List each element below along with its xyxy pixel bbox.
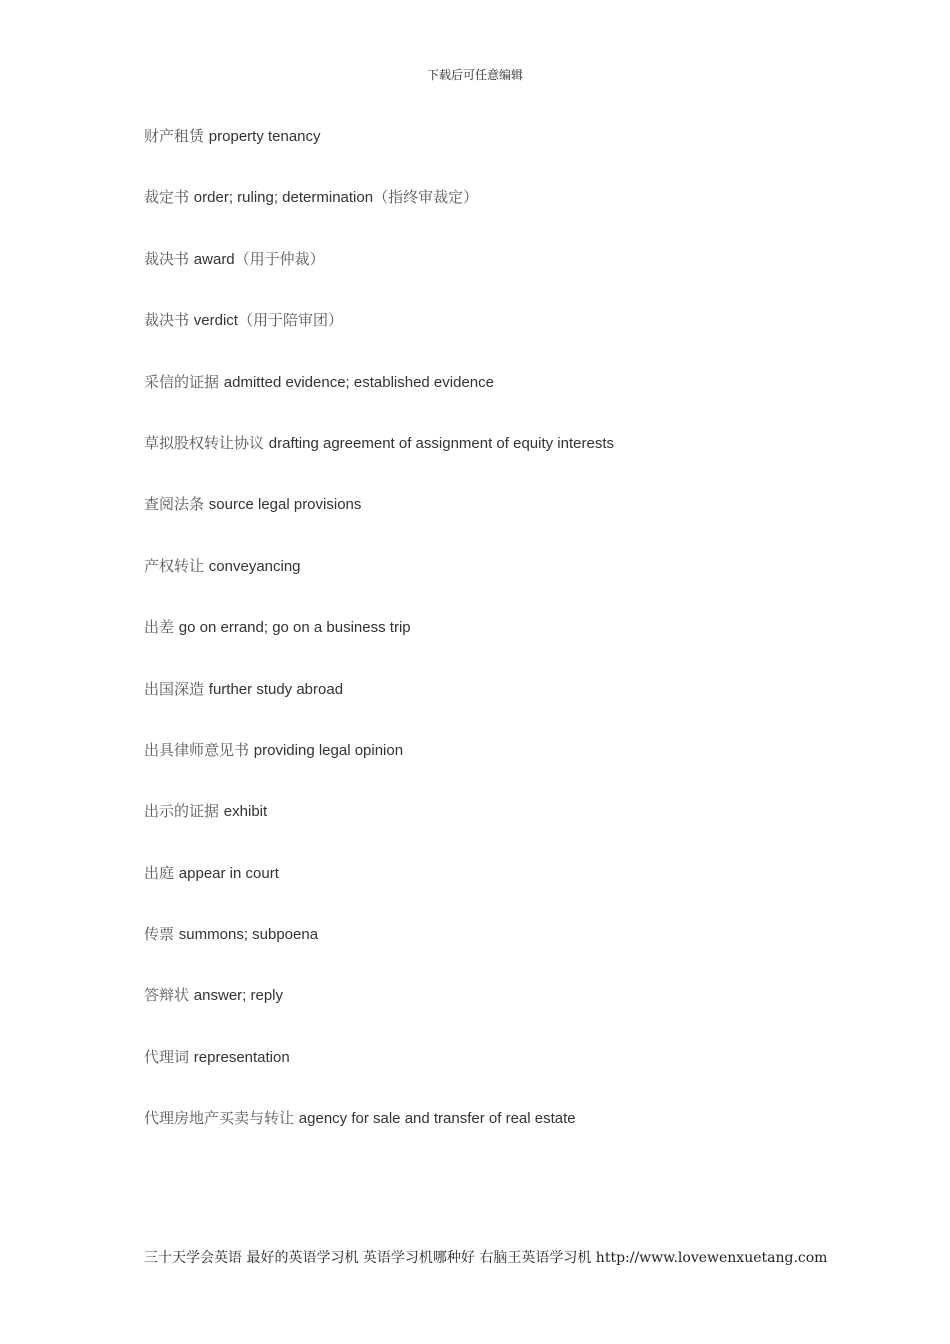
entry-english-term: providing legal opinion [253,741,404,759]
entry-chinese-term: 采信的证据 [144,372,220,391]
glossary-entry [144,1046,904,1107]
entry-chinese-term: 裁决书 [144,249,190,268]
glossary-entry [144,125,904,186]
glossary-entry [144,432,904,493]
glossary-entry [144,984,904,1045]
entry-english-term: go on errand; go on a business trip [178,619,411,637]
entry-english-term: award [193,250,235,268]
entry-english-term: representation [193,1048,290,1066]
entry-chinese-term: 出国深造 [144,679,205,698]
glossary-entry [144,862,904,923]
entry-chinese-term: 传票 [144,925,175,944]
entry-english-term: drafting agreement of assignment of equity interests [268,434,614,452]
glossary-entry [144,923,904,984]
entry-chinese-term: 草拟股权转让协议 [144,433,265,452]
entry-note: （用于陪审团） [237,311,343,330]
entry-english-term: order; ruling; determination [193,189,374,207]
glossary-entry [144,616,904,677]
entry-english-term: admitted evidence; established evidence [223,373,494,391]
entry-chinese-term: 查阅法条 [144,495,205,514]
glossary-entry [144,678,904,739]
entry-english-term: source legal provisions [208,496,362,514]
entry-english-term: further study abroad [208,680,344,698]
entry-chinese-term: 代理房地产买卖与转让 [144,1109,295,1128]
footer-promo-text: 三十天学会英语 最好的英语学习机 英语学习机哪种好 右脑王英语学习机 http://www.lovewenxuetang.com [144,1250,828,1266]
glossary-entry [144,739,904,800]
glossary-entry [144,186,904,247]
entry-chinese-term: 裁定书 [144,188,190,207]
entry-chinese-term: 出庭 [144,863,175,882]
glossary-entry [144,493,904,554]
glossary-entry [144,1107,904,1168]
entry-english-term: summons; subpoena [178,926,319,944]
glossary-entry [144,248,904,309]
entry-english-term: answer; reply [193,987,283,1005]
entry-note: （用于仲裁） [234,249,325,268]
entry-english-term: exhibit [223,803,268,821]
glossary-entry [144,800,904,861]
entry-chinese-term: 裁决书 [144,311,190,330]
entry-chinese-term: 财产租赁 [144,127,205,145]
entry-chinese-term: 出具律师意见书 [144,740,250,759]
entry-note: （指终审裁定） [373,188,479,207]
entry-chinese-term: 出示的证据 [144,802,220,821]
entry-english-term: agency for sale and transfer of real estate [298,1110,576,1128]
entry-chinese-term: 产权转让 [144,556,205,575]
entry-english-term: property tenancy [208,128,321,145]
glossary-entry [144,555,904,616]
glossary-entry [144,371,904,432]
entry-english-term: conveyancing [208,557,301,575]
entry-chinese-term: 代理词 [144,1047,190,1066]
entry-chinese-term: 答辩状 [144,986,190,1005]
entry-english-term: verdict [193,312,238,330]
glossary-entry [144,309,904,370]
glossary-list [144,125,904,1169]
header-note: 下载后可任意编辑 [426,68,523,82]
entry-chinese-term: 出差 [144,618,175,637]
entry-english-term: appear in court [178,864,279,882]
